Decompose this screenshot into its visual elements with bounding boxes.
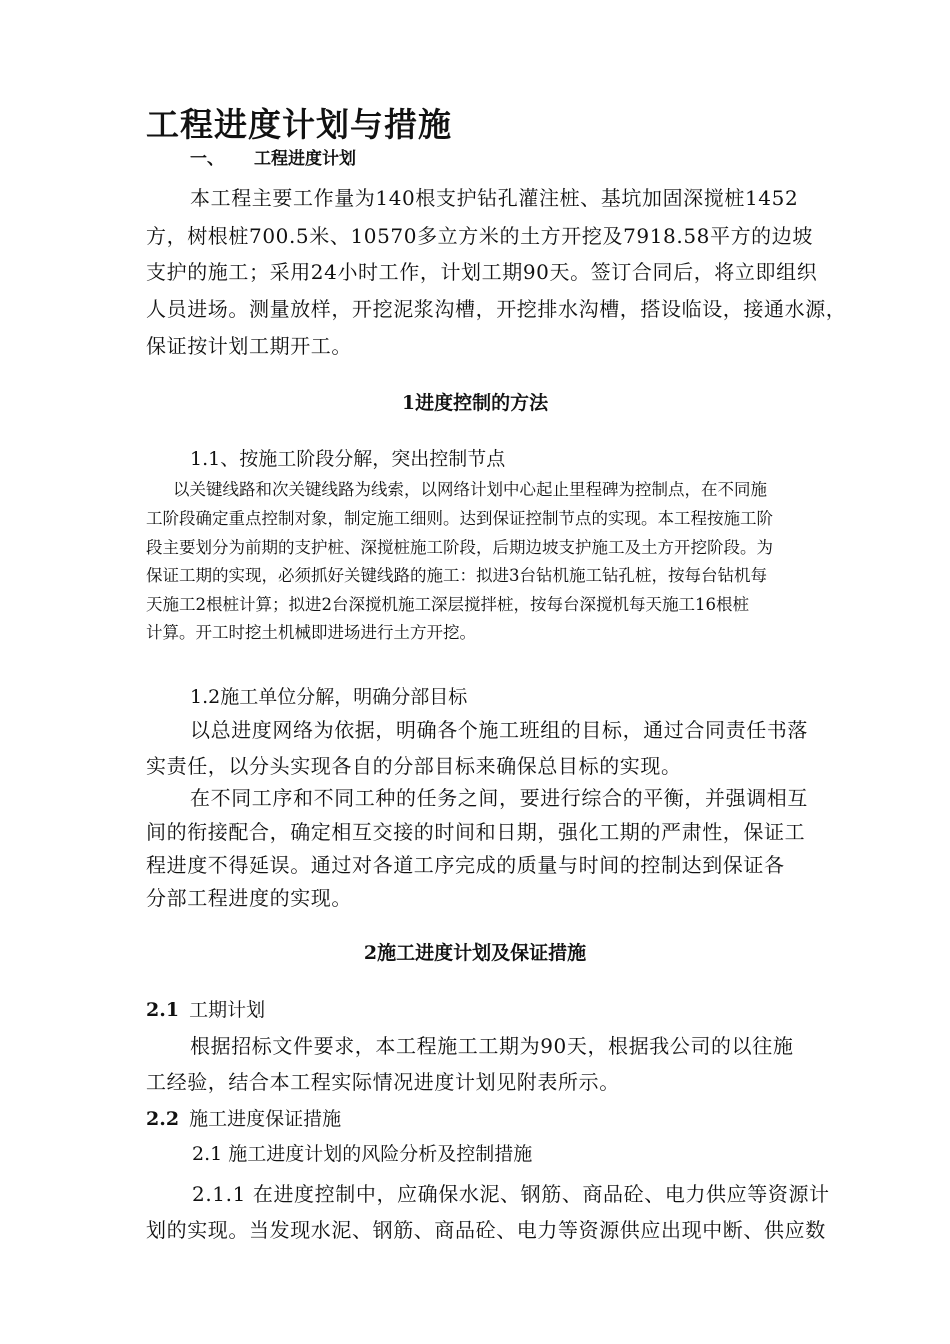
- heading-label: 工期计划: [189, 999, 266, 1021]
- para-1-1-line: 天施工2根桩计算；拟进2台深搅机施工深层搅拌桩，按每台深搅机每天施工16根桩: [146, 595, 749, 614]
- heading-schedule-measures: 2施工进度计划及保证措施: [363, 942, 587, 964]
- heading-number: 2.2: [146, 1108, 180, 1130]
- para-1-1-line: 以关键线路和次关键线路为线索，以网络计划中心起止里程碑为控制点，在不同施: [173, 480, 767, 499]
- para-2-1-1-line: 2.1.1 在进度控制中，应确保水泥、钢筋、商品砼、电力供应等资源计: [192, 1182, 830, 1206]
- section-number: 一、: [190, 149, 224, 169]
- heading-progress-control: 1进度控制的方法: [401, 392, 549, 414]
- intro-line: 本工程主要工作量为140根支护钻孔灌注桩、基坑加固深搅桩1452: [190, 186, 799, 210]
- para-1-1-line: 保证工期的实现，必须抓好关键线路的施工：拟进3台钻机施工钻孔桩，按每台钻机每: [146, 566, 767, 585]
- section-label: 工程进度计划: [254, 149, 356, 169]
- para-1-1-line: 计算。开工时挖土机械即进场进行土方开挖。: [146, 623, 476, 642]
- heading-2-1: [146, 1001, 265, 1020]
- para-1-1-line: 段主要划分为前期的支护桩、深搅桩施工阶段，后期边坡支护施工及土方开挖阶段。为: [146, 538, 773, 557]
- intro-line: 保证按计划工期开工。: [146, 334, 352, 358]
- page-title: 工程进度计划与措施: [146, 105, 452, 144]
- heading-number: 2.1: [146, 999, 180, 1021]
- intro-line: 方，树根桩700.5米、10570多立方米的土方开挖及7918.58平方的边坡: [146, 224, 813, 248]
- section-heading-1: [190, 151, 356, 168]
- para-1-2b-line: 分部工程进度的实现。: [146, 886, 352, 910]
- para-2-1-line: 根据招标文件要求，本工程施工工期为90天，根据我公司的以往施: [190, 1034, 794, 1058]
- para-1-2a-line: 实责任，以分头实现各自的分部目标来确保总目标的实现。: [146, 754, 682, 778]
- intro-line: 支护的施工；采用24小时工作，计划工期90天。签订合同后，将立即组织: [146, 260, 818, 284]
- heading-label: 施工进度保证措施: [189, 1108, 342, 1130]
- subheading-1-2: 1.2施工单位分解，明确分部目标: [190, 686, 468, 708]
- subheading-1-1: 1.1、按施工阶段分解，突出控制节点: [190, 448, 506, 470]
- subheading-2-1-risk: 2.1 施工进度计划的风险分析及控制措施: [192, 1143, 533, 1165]
- para-1-2a-line: 以总进度网络为依据，明确各个施工班组的目标，通过合同责任书落: [190, 718, 808, 742]
- para-1-2b-line: 程进度不得延误。通过对各道工序完成的质量与时间的控制达到保证各: [146, 853, 785, 877]
- para-1-1-line: 工阶段确定重点控制对象，制定施工细则。达到保证控制节点的实现。本工程按施工阶: [146, 509, 773, 528]
- para-2-1-line: 工经验，结合本工程实际情况进度计划见附表所示。: [146, 1070, 620, 1094]
- para-2-1-1-line: 划的实现。当发现水泥、钢筋、商品砼、电力等资源供应出现中断、供应数: [146, 1218, 826, 1242]
- heading-2-2: [146, 1110, 341, 1129]
- intro-line: 人员进场。测量放样，开挖泥浆沟槽，开挖排水沟槽，搭设临设，接通水源，: [146, 297, 847, 321]
- para-1-2b-line: 间的衔接配合，确定相互交接的时间和日期，强化工期的严肃性，保证工: [146, 820, 806, 844]
- para-1-2b-line: 在不同工序和不同工种的任务之间，要进行综合的平衡，并强调相互: [190, 786, 808, 810]
